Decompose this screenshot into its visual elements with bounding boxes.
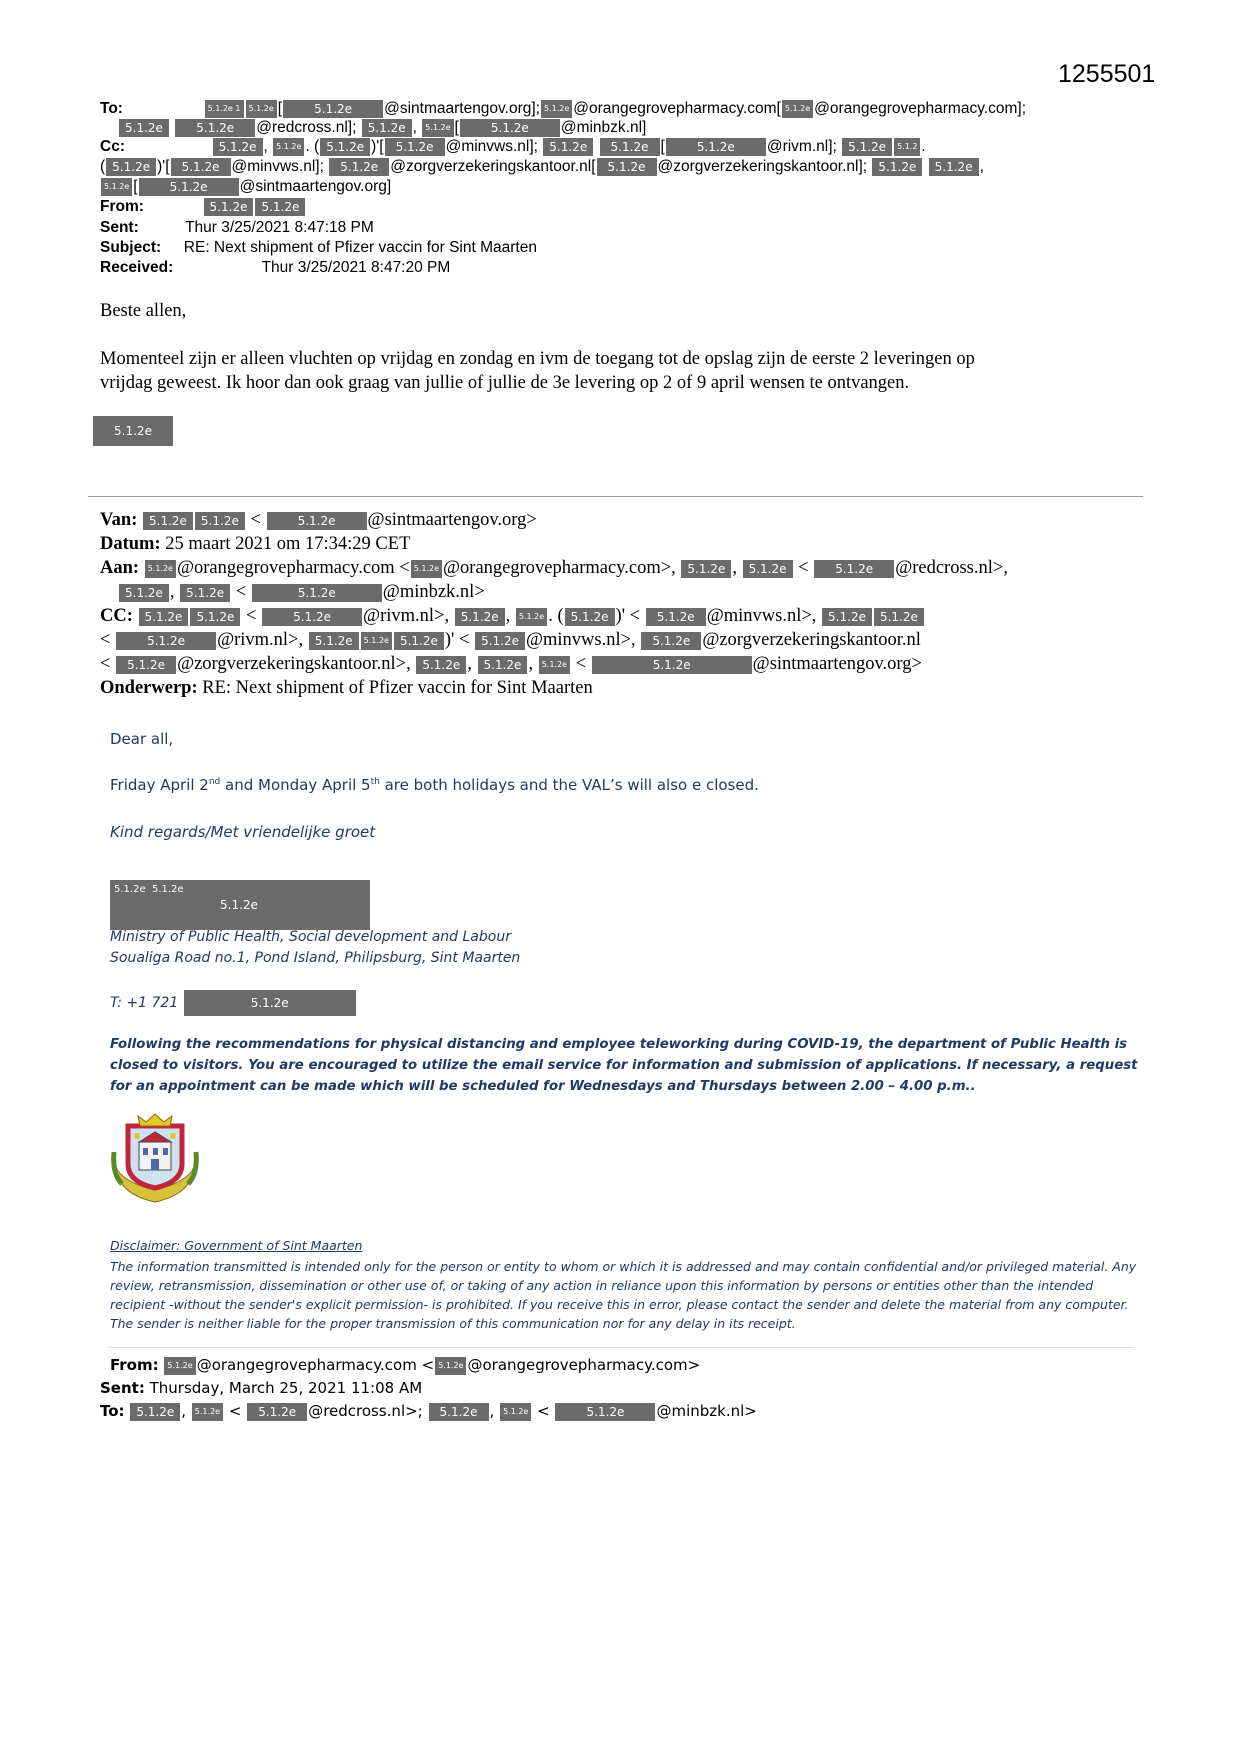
- received-value: Thur 3/25/2021 8:47:20 PM: [261, 259, 451, 276]
- email1-to-line2: 5.1.2e 5.1.2e @redcross.nl]; 5.1.2e , 5.1.2e [ 5.1.2e @minbzk.nl]: [118, 119, 646, 137]
- email2-van-line: Van: 5.1.2e 5.1.2e < 5.1.2e @sintmaartengov.org>: [100, 510, 537, 530]
- redaction-label: 5.1.2e 5.1.2e: [114, 884, 184, 895]
- redaction: 5.1.2e: [429, 1403, 489, 1421]
- datum-value: 25 maart 2021 om 17:34:29 CET: [165, 534, 411, 554]
- email2-datum-line: [100, 534, 410, 555]
- signature-name-redaction: [110, 880, 370, 930]
- redaction: 5.1.2e 1: [205, 100, 244, 118]
- redaction: 5.1.2e: [842, 138, 892, 156]
- redaction: 5.1.2e: [385, 138, 445, 156]
- redaction: 5.1.2: [894, 138, 920, 156]
- email1-from-line: [100, 198, 306, 216]
- email2-aan-line1: Aan: 5.1.2e @orangegrovepharmacy.com < 5.1.2e @orangegrovepharmacy.com>, 5.1.2e , 5.1.2e < 5.1.2e @redcross.nl>,: [100, 558, 1008, 578]
- email-address: @minvws.nl];: [231, 158, 324, 176]
- redaction: 5.1.2e: [119, 584, 169, 602]
- email-address: @sintmaartengov.org>: [752, 654, 922, 674]
- email3-sent-line: [100, 1379, 422, 1397]
- to3-label: To:: [100, 1402, 125, 1420]
- redaction: 5.1.2e: [929, 158, 979, 176]
- redaction: 5.1.2e: [411, 560, 442, 578]
- signature-ministry: Ministry of Public Health, Social development and Labour: [110, 929, 511, 945]
- email1-to-line1: To: 5.1.2e 1 5.1.2e [ 5.1.2e @sintmaartengov.org]; 5.1.2e @orangegrovepharmacy.com[ 5.1.2e @orangegrovepharmacy.com];: [100, 100, 1027, 118]
- cc2-label: CC:: [100, 606, 133, 626]
- email2-body: Friday April 2nd and Monday April 5th are both holidays and the VAL’s will also e closed.: [110, 776, 759, 794]
- redaction: 5.1.2e: [539, 656, 570, 674]
- email-address: @minbzk.nl]: [560, 119, 647, 137]
- email1-cc-line1: Cc: 5.1.2e , 5.1.2e . ( 5.1.2e )'[ 5.1.2e @minvws.nl]; 5.1.2e 5.1.2e [ 5.1.2e @rivm.nl]; 5.1.2e 5.1.2 .: [100, 138, 926, 156]
- from-label: From:: [100, 198, 144, 216]
- redaction: 5.1.2e: [116, 656, 176, 674]
- redaction: 5.1.2e: [195, 512, 245, 530]
- email-address: @orangegrovepharmacy.com>: [467, 1356, 701, 1374]
- redaction: 5.1.2e: [361, 632, 392, 650]
- subject-value: RE: Next shipment of Pfizer vaccin for Sint Maarten: [183, 239, 537, 256]
- email-address: @minvws.nl];: [445, 138, 538, 156]
- redaction: 5.1.2e: [171, 158, 231, 176]
- redaction: 5.1.2e: [273, 138, 304, 156]
- datum-label: Datum:: [100, 534, 161, 554]
- sent3-label: Sent:: [100, 1379, 145, 1397]
- email-address: @minbzk.nl>: [382, 582, 485, 602]
- email2-aan-line2: 5.1.2e , 5.1.2e < 5.1.2e @minbzk.nl>: [118, 582, 485, 603]
- redaction: 5.1.2e: [565, 608, 615, 626]
- received-label: Received:: [100, 259, 174, 276]
- from3-label: From:: [110, 1356, 159, 1374]
- redaction: 5.1.2e: [267, 512, 367, 530]
- redaction: 5.1.2e: [646, 608, 706, 626]
- redaction: 5.1.2e: [101, 178, 132, 196]
- email-address: @rivm.nl];: [766, 138, 837, 156]
- signature-phone: T: +1 721 5.1.2e: [110, 990, 357, 1016]
- email-address: @redcross.nl>;: [308, 1402, 423, 1420]
- email-address: @zorgverzekeringskantoor.nl[: [390, 158, 596, 176]
- redaction: 5.1.2e: [164, 1357, 195, 1375]
- divider: [108, 1347, 1134, 1348]
- redaction: 5.1.2e: [460, 119, 560, 137]
- redaction: 5.1.2e: [822, 608, 872, 626]
- redaction: 5.1.2e: [555, 1403, 655, 1421]
- email1-received-line: [100, 259, 450, 277]
- email-address: @sintmaartengov.org];: [384, 100, 540, 118]
- email3-from-line: [110, 1356, 700, 1375]
- email2-closing: Kind regards/Met vriendelijke groet: [110, 823, 376, 841]
- redaction: 5.1.2e: [192, 1403, 223, 1421]
- email-address: @redcross.nl];: [256, 119, 357, 137]
- redaction: 5.1.2e: [180, 584, 230, 602]
- cc-label: Cc:: [100, 138, 125, 156]
- email1-sent-line: [100, 219, 374, 237]
- email-address: @zorgverzekeringskantoor.nl];: [657, 158, 868, 176]
- van-label: Van:: [100, 510, 138, 530]
- redaction: 5.1.2e: [255, 198, 305, 216]
- redaction: 5.1.2e: [478, 656, 528, 674]
- redaction: 5.1.2e: [145, 560, 176, 578]
- redaction: 5.1.2e: [814, 560, 894, 578]
- email-address: @sintmaartengov.org>: [367, 510, 537, 530]
- sent3-value: Thursday, March 25, 2021 11:08 AM: [149, 1379, 423, 1397]
- document-id: 1255501: [1058, 60, 1156, 88]
- email-address: @orangegrovepharmacy.com];: [814, 100, 1027, 118]
- email1-signature-redaction: 5.1.2e: [92, 416, 174, 446]
- aan-label: Aan:: [100, 558, 140, 578]
- redaction-label: 5.1.2e: [220, 898, 258, 912]
- onderwerp-value: RE: Next shipment of Pfizer vaccin for Sint Maarten: [202, 678, 593, 698]
- redaction: 5.1.2e: [116, 632, 216, 650]
- email-address: @orangegrovepharmacy.com[: [573, 100, 781, 118]
- redaction: 5.1.2e: [130, 1403, 180, 1421]
- sent-label: Sent:: [100, 219, 139, 236]
- disclaimer-title: Disclaimer: Government of Sint Maarten: [110, 1238, 363, 1253]
- redaction: 5.1.2e: [106, 158, 156, 176]
- sent-value: Thur 3/25/2021 8:47:18 PM: [185, 219, 374, 236]
- redaction: 5.1.2e: [329, 158, 389, 176]
- redaction: 5.1.2e: [246, 100, 277, 118]
- redaction: 5.1.2e: [541, 100, 572, 118]
- disclaimer-body: The information transmitted is intended only for the person or entity to whom or which it is addressed and may contain confidential and/or privileged material. Any review, retransmission, dissemination or other use of, or taking of any action in reliance upon this information by persons or entities other than the intended recipient -without the sender's explicit permission- is prohibited. If you receive this in error, please contact the sender and delete the material from any computer. The sender is neither liable for the proper transmission of this communication nor for any delay in its receipt.: [110, 1259, 1137, 1331]
- redaction: 5.1.2e: [782, 100, 813, 118]
- redaction: 5.1.2e: [394, 632, 444, 650]
- redaction: 5.1.2e: [247, 1403, 307, 1421]
- redaction: 5.1.2e: [119, 119, 169, 137]
- covid-notice: Following the recommendations for physical distancing and employee teleworking during COVID-19, the department of Public Health is closed to visitors. You are encouraged to utilize the email service for information and submission of applications. If necessary, a request for an appointment can be made which will be scheduled for Wednesdays and Thursdays between 2.00 – 4.00 p.m..: [110, 1037, 1138, 1094]
- subject-label: Subject:: [100, 239, 162, 256]
- onderwerp-label: Onderwerp:: [100, 678, 198, 698]
- email-address: @zorgverzekeringskantoor.nl: [702, 630, 921, 650]
- to-label: To:: [100, 100, 123, 118]
- email3-to-line: To: 5.1.2e , 5.1.2e < 5.1.2e @redcross.nl>; 5.1.2e , 5.1.2e < 5.1.2e @minbzk.nl>: [100, 1402, 757, 1420]
- redaction: 5.1.2e: [283, 100, 383, 118]
- redaction: 5.1.2e: [516, 608, 547, 626]
- redaction: 5.1.2e: [500, 1403, 531, 1421]
- redaction: 5.1.2e: [175, 119, 255, 137]
- redaction: 5.1.2e: [543, 138, 593, 156]
- email-address: @orangegrovepharmacy.com>,: [443, 558, 676, 578]
- redaction: 5.1.2e: [184, 990, 356, 1016]
- redaction: 5.1.2e: [592, 656, 752, 674]
- email-address: @zorgverzekeringskantoor.nl>,: [177, 654, 411, 674]
- email1-greeting: Beste allen,: [100, 301, 187, 321]
- email2-cc-line2: < 5.1.2e @rivm.nl>, 5.1.2e 5.1.2e 5.1.2e )' < 5.1.2e @minvws.nl>, 5.1.2e @zorgverzekeringskantoor.nl: [100, 630, 921, 650]
- email1-cc-line3: 5.1.2e [ 5.1.2e @sintmaartengov.org]: [100, 178, 391, 196]
- email1-subject-line: [100, 239, 537, 257]
- redaction: 5.1.2e: [204, 198, 254, 216]
- redaction: 5.1.2e: [597, 158, 657, 176]
- email2-onderwerp-line: [100, 678, 593, 699]
- redaction: 5.1.2e: [320, 138, 370, 156]
- redaction: 5.1.2e: [641, 632, 701, 650]
- email2-greeting: Dear all,: [110, 730, 174, 748]
- email-address: @rivm.nl>,: [363, 606, 450, 626]
- redaction: 5.1.2e: [666, 138, 766, 156]
- email-address: @minvws.nl>,: [525, 630, 636, 650]
- email-address: @orangegrovepharmacy.com <: [196, 1356, 435, 1374]
- redaction: 5.1.2e: [874, 608, 924, 626]
- sint-maarten-coat-of-arms-icon: [108, 1112, 202, 1206]
- redaction: 5.1.2e: [213, 138, 263, 156]
- redaction: 5.1.2e: [362, 119, 412, 137]
- email1-cc-line2: ( 5.1.2e )'[ 5.1.2e @minvws.nl]; 5.1.2e @zorgverzekeringskantoor.nl[ 5.1.2e @zorgverzekeringskantoor.nl]; 5.1.2e 5.1.2e ,: [100, 158, 984, 176]
- redaction: 5.1.2e: [435, 1357, 466, 1375]
- email-address: @sintmaartengov.org]: [239, 178, 392, 196]
- redaction: 5.1.2e: [309, 632, 359, 650]
- redaction: 5.1.2e: [139, 178, 239, 196]
- email1-body-line1: Momenteel zijn er alleen vluchten op vrijdag en zondag en ivm de toegang tot de opslag zijn de eerste 2 leveringen op: [100, 349, 975, 369]
- email-address: @minvws.nl>,: [706, 606, 817, 626]
- signature-address: Soualiga Road no.1, Pond Island, Philipsburg, Sint Maarten: [110, 950, 521, 966]
- redaction: 5.1.2e: [252, 584, 382, 602]
- redaction: 5.1.2e: [743, 560, 793, 578]
- email-address: @orangegrovepharmacy.com: [176, 558, 395, 578]
- divider: [88, 496, 1143, 497]
- redaction: 5.1.2e: [262, 608, 362, 626]
- redaction: 5.1.2e: [143, 512, 193, 530]
- redaction: 5.1.2e: [455, 608, 505, 626]
- redaction: 5.1.2e: [422, 119, 453, 137]
- email2-cc-line3: < 5.1.2e @zorgverzekeringskantoor.nl>, 5.1.2e , 5.1.2e , 5.1.2e < 5.1.2e @sintmaartengov.org>: [100, 654, 922, 674]
- redaction: 5.1.2e: [139, 608, 189, 626]
- redaction: 5.1.2e: [681, 560, 731, 578]
- email-address: @minbzk.nl>: [656, 1402, 757, 1420]
- redaction: 5.1.2e: [416, 656, 466, 674]
- redaction: 5.1.2e: [190, 608, 240, 626]
- redaction: 5.1.2e: [600, 138, 660, 156]
- redaction: 5.1.2e: [475, 632, 525, 650]
- email-address: @rivm.nl>,: [217, 630, 304, 650]
- email2-cc-line1: CC: 5.1.2e 5.1.2e < 5.1.2e @rivm.nl>, 5.1.2e , 5.1.2e . ( 5.1.2e )' < 5.1.2e @minvws.nl>, 5.1.2e 5.1.2e: [100, 606, 925, 627]
- email1-body-line2: vrijdag geweest. Ik hoor dan ook graag van jullie of jullie de 3e levering op 2 of 9 april wensen te ontvangen.: [100, 373, 910, 393]
- redaction: 5.1.2e: [872, 158, 922, 176]
- email-address: @redcross.nl>,: [895, 558, 1008, 578]
